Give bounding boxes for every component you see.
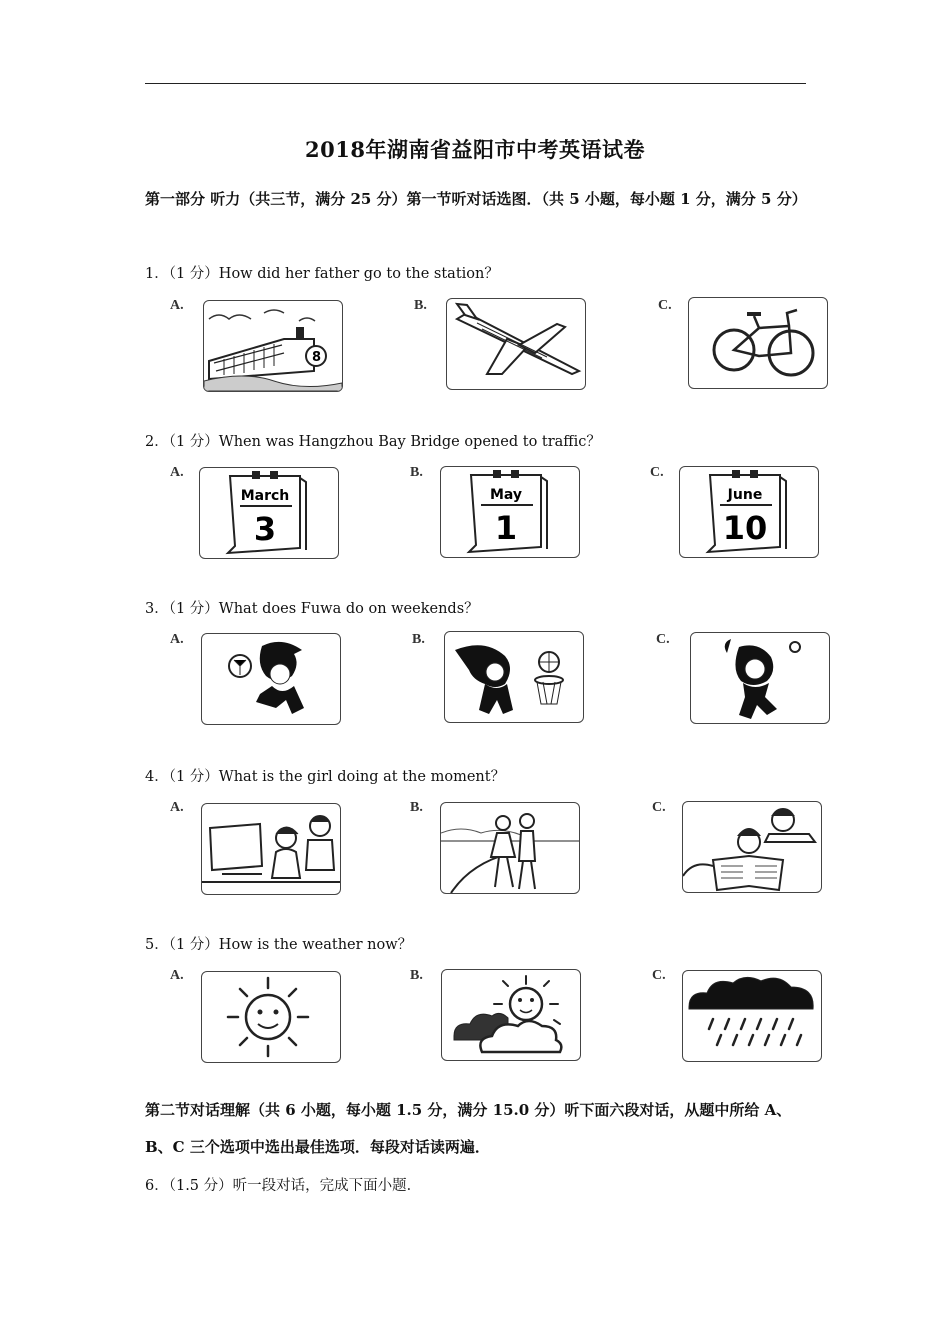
q1-option-a-letter: A.: [170, 298, 184, 313]
top-rule: [145, 83, 806, 84]
bicycle-picture[interactable]: [688, 297, 828, 389]
newspaper-picture[interactable]: [682, 801, 822, 893]
calendar-day-a: 3: [253, 510, 277, 548]
calendar-month-b: May: [489, 487, 523, 503]
calendar-month-a: March: [240, 488, 290, 504]
rainy-picture[interactable]: [682, 970, 822, 1062]
part2-heading: 第二节对话理解（共 6 小题，每小题 1.5 分，满分 15.0 分）听下面六段对话，从题中所给 A、B、C 三个选项中选出最佳选项．每段对话读两遍．: [145, 1101, 792, 1156]
question-5: 5．（1 分）How is the weather now？: [145, 937, 413, 953]
cloudy-picture[interactable]: [441, 969, 581, 1061]
q3-option-b-letter: B.: [412, 632, 425, 647]
q3-option-a-letter: A.: [170, 632, 184, 647]
calendar-month-c: June: [727, 487, 763, 503]
train-picture[interactable]: [203, 300, 343, 392]
q3-option-c-letter: C.: [656, 632, 670, 647]
airplane-picture[interactable]: [446, 298, 586, 390]
calendar-march-picture[interactable]: [199, 467, 339, 559]
q2-option-a-letter: A.: [170, 465, 184, 480]
q2-option-c-letter: C.: [650, 465, 664, 480]
computer-picture[interactable]: [201, 803, 341, 895]
question-4: 4．（1 分）What is the girl doing at the moment？: [145, 769, 506, 785]
q5-option-b-letter: B.: [410, 968, 423, 983]
q5-option-a-letter: A.: [170, 968, 184, 983]
question-6: 6．（1.5 分）听一段对话，完成下面小题．: [145, 1178, 422, 1194]
q5-option-c-letter: C.: [652, 968, 666, 983]
q1-option-c-letter: C.: [658, 298, 672, 313]
basketball-picture[interactable]: [444, 631, 584, 723]
calendar-day-b: 1: [494, 509, 518, 547]
soccer-picture[interactable]: [201, 633, 341, 725]
sunny-picture[interactable]: [201, 971, 341, 1063]
question-3: 3．（1 分）What does Fuwa do on weekends？: [145, 601, 479, 617]
calendar-may-picture[interactable]: [440, 466, 580, 558]
walking-picture[interactable]: [440, 802, 580, 894]
part1-heading: 第一部分 听力（共三节，满分 25 分）第一节听对话选图．（共 5 小题，每小题 1 分，满分 5 分）: [145, 190, 807, 208]
svg-text:8: 8: [312, 350, 322, 365]
question-2: 2．（1 分）When was Hangzhou Bay Bridge opened to traffic？: [145, 434, 601, 450]
question-1: 1．（1 分）How did her father go to the station？: [145, 266, 499, 282]
calendar-june-picture[interactable]: [679, 466, 819, 558]
page-title: 2018年湖南省益阳市中考英语试卷: [305, 137, 645, 162]
q4-option-b-letter: B.: [410, 800, 423, 815]
q1-option-b-letter: B.: [414, 298, 427, 313]
q4-option-c-letter: C.: [652, 800, 666, 815]
calendar-day-c: 10: [722, 509, 768, 547]
volleyball-picture[interactable]: [690, 632, 830, 724]
q4-option-a-letter: A.: [170, 800, 184, 815]
q2-option-b-letter: B.: [410, 465, 423, 480]
